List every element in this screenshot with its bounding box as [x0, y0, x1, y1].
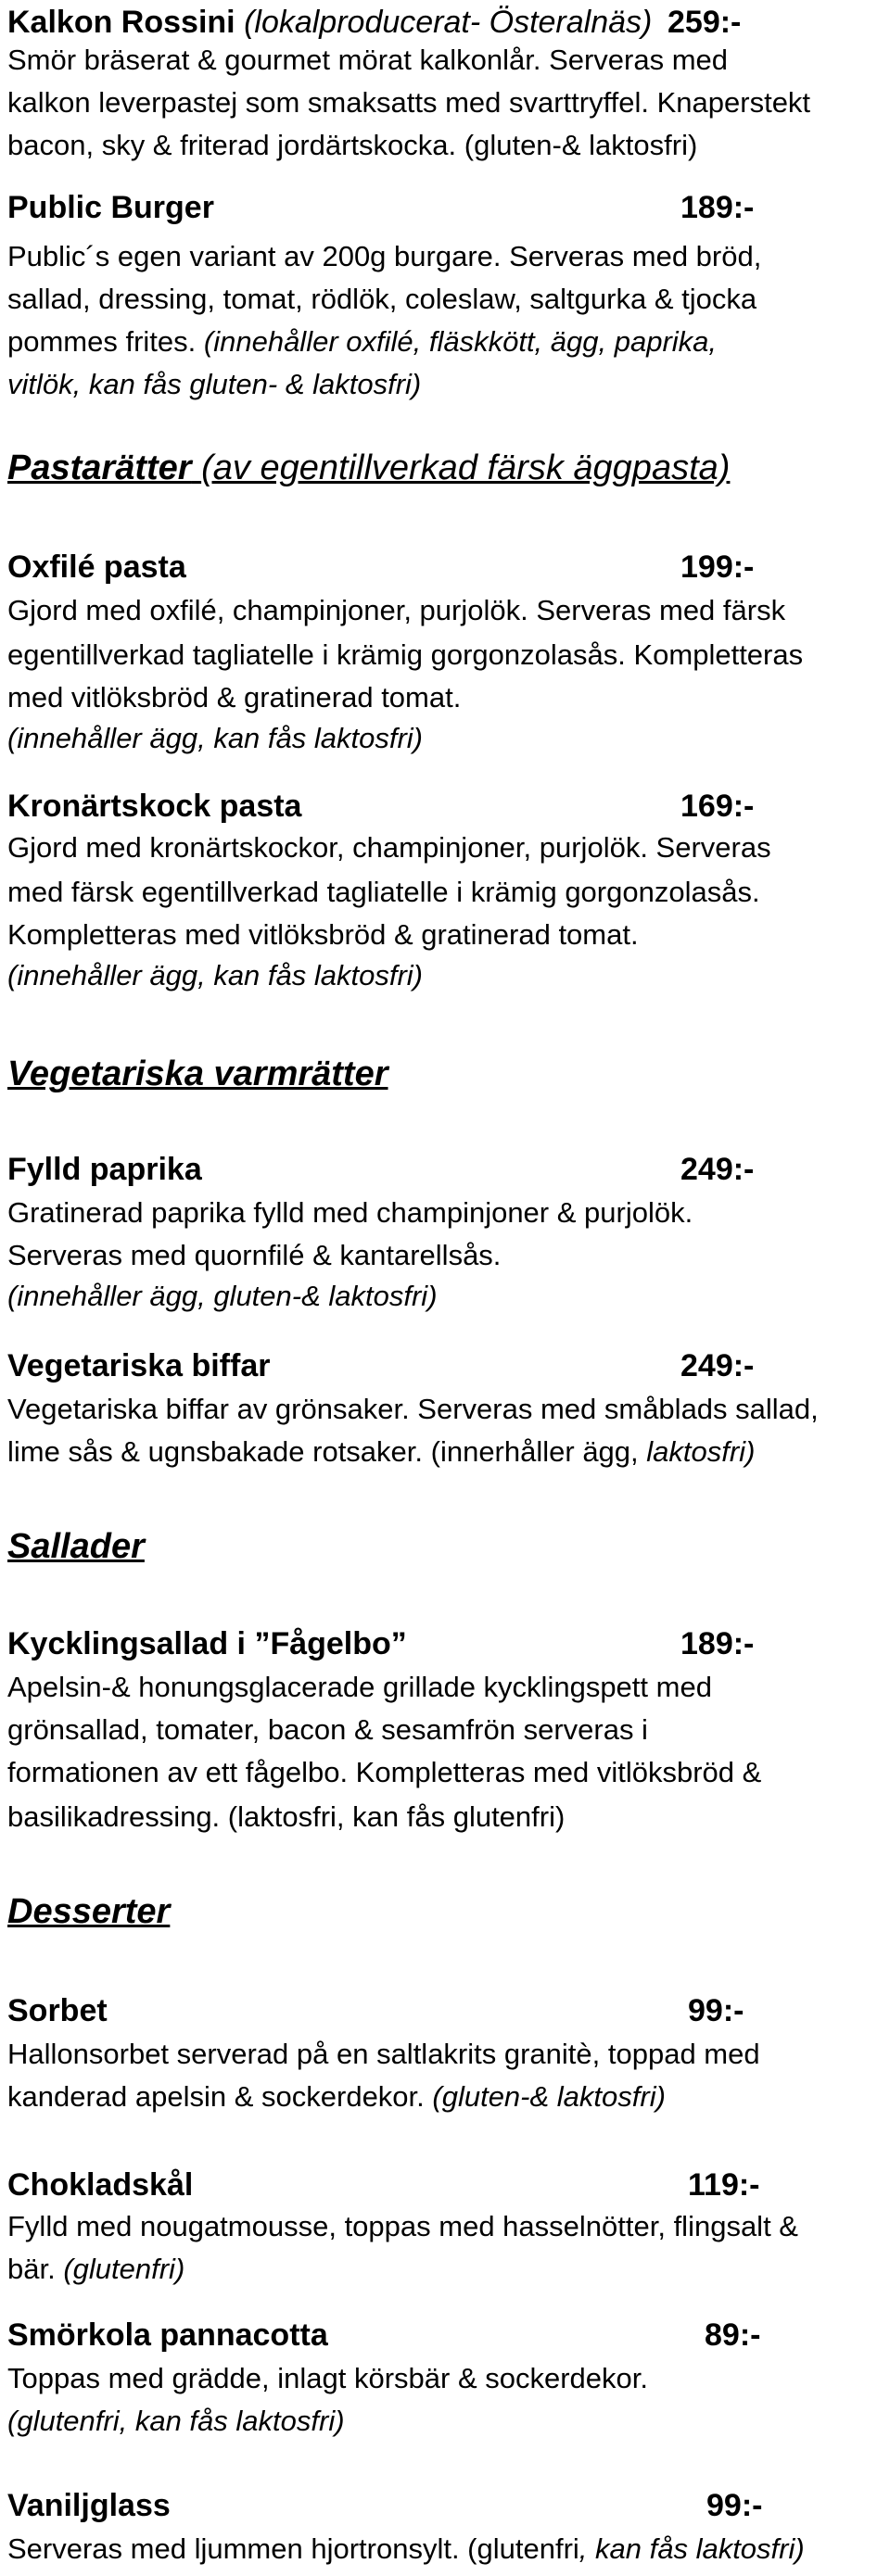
dish-desc-line: Public´s egen variant av 200g burgare. Serveras med bröd, [7, 240, 762, 272]
dish-desc-line: Gratinerad paprika fylld med champinjoner & purjolök. [7, 1196, 693, 1229]
dish-desc-line [7, 2076, 666, 2118]
dish-desc-line: Gjord med oxfilé, champinjoner, purjolök. Serveras med färsk [7, 594, 786, 626]
dish-name-kalkon [7, 0, 652, 44]
dish-price-vanilj: 99:- [706, 2488, 763, 2523]
dish-desc-line: Kompletteras med vitlöksbröd & gratinerad tomat. [7, 918, 639, 951]
dish-desc-line: med vitlöksbröd & gratinerad tomat. [7, 681, 462, 713]
dish-desc-line [7, 321, 717, 363]
dish-name-pannacotta: Smörkola pannacotta [7, 2317, 328, 2353]
dish-name-paprika: Fylld paprika [7, 1152, 202, 1187]
dish-name-choklad: Chokladskål [7, 2167, 194, 2203]
dish-desc-line: Toppas med grädde, inlagt körsbär & sockerdekor. [7, 2362, 648, 2394]
dish-desc-line: Fylld med nougatmousse, toppas med hasselnötter, flingsalt & [7, 2210, 798, 2242]
dish-price-paprika: 249:- [680, 1152, 755, 1187]
dish-desc-line: Vegetariska biffar av grönsaker. Serveras med småblads sallad, [7, 1393, 819, 1425]
dish-desc-line: egentillverkad tagliatelle i krämig gorgonzolasås. Kompletteras [7, 638, 804, 671]
dish-title: Kalkon Rossini [7, 5, 235, 40]
dish-desc-line [7, 1431, 755, 1473]
dish-allergy-line: (innehåller ägg, gluten-& laktosfri) [7, 1280, 438, 1312]
dish-price-choklad: 119:- [688, 2167, 760, 2203]
dish-name-kronartskock: Kronärtskock pasta [7, 789, 302, 824]
section-title-salads: Sallader [7, 1527, 145, 1566]
dish-price-biffar: 249:- [680, 1348, 755, 1383]
dish-price-kalkon: 259:- [668, 5, 742, 40]
dish-price-kyckling: 189:- [680, 1626, 755, 1661]
allergy-text: laktosfri) [646, 1435, 756, 1468]
allergy-text: (innehåller oxfilé, fläskkött, ägg, paprika, [203, 325, 718, 358]
desc-text: lime sås & ugnsbakade rotsaker. (innerhåller ägg, [7, 1435, 647, 1468]
section-title-text: Pastarätter [7, 448, 192, 487]
allergy-text: (gluten-& laktosfri) [432, 2080, 666, 2113]
desc-text: pommes frites. [7, 325, 204, 358]
dish-desc-line: Hallonsorbet serverad på en saltlakrits granitè, toppad med [7, 2038, 760, 2070]
dish-name-kyckling: Kycklingsallad i ”Fågelbo” [7, 1626, 407, 1661]
dish-price-sorbet: 99:- [688, 1993, 744, 2028]
dish-desc-line: kalkon leverpastej som smaksatts med svarttryffel. Knaperstekt [7, 86, 811, 119]
dish-desc-line: bacon, sky & friterad jordärtskocka. (gluten-& laktosfri) [7, 129, 698, 161]
dish-allergy-line: (innehåller ägg, kan fås laktosfri) [7, 722, 424, 754]
section-title-pasta [7, 443, 730, 493]
dish-desc-line: sallad, dressing, tomat, rödlök, coleslaw, saltgurka & tjocka [7, 283, 757, 315]
dish-desc-line: grönsallad, tomater, bacon & sesamfrön serveras i [7, 1713, 648, 1746]
dish-desc-line: Apelsin-& honungsglacerade grillade kycklingspett med [7, 1671, 712, 1703]
dish-desc-line: med färsk egentillverkad tagliatelle i krämig gorgonzolasås. [7, 876, 760, 908]
dish-allergy-line: (innehåller ägg, kan fås laktosfri) [7, 959, 424, 991]
dish-desc-line: Serveras med quornfilé & kantarellsås. [7, 1239, 502, 1271]
dish-desc-line: Smör bräserat & gourmet mörat kalkonlår. Serveras med [7, 44, 729, 76]
desc-text: kanderad apelsin & sockerdekor. [7, 2080, 433, 2113]
dish-desc-line [7, 2248, 184, 2291]
section-title-desserts: Desserter [7, 1892, 171, 1931]
desc-text: Serveras med ljummen hjortronsylt. (glutenfri [7, 2532, 579, 2565]
dish-name-sorbet: Sorbet [7, 1993, 108, 2028]
dish-price-burger: 189:- [680, 190, 755, 225]
dish-allergy-line: vitlök, kan fås gluten- & laktosfri) [7, 368, 422, 400]
dish-desc-line: formationen av ett fågelbo. Kompletteras med vitlöksbröd & [7, 1756, 762, 1788]
dish-desc-line [7, 2528, 805, 2570]
desc-text: bär. [7, 2253, 64, 2285]
dish-desc-line: basilikadressing. (laktosfri, kan fås glutenfri) [7, 1800, 566, 1833]
dish-price-kronartskock: 169:- [680, 789, 755, 824]
allergy-text: , kan fås laktosfri) [578, 2532, 805, 2565]
dish-name-burger: Public Burger [7, 190, 214, 225]
dish-origin-note: (lokalproducerat- Österalnäs) [244, 5, 653, 40]
allergy-text: (glutenfri) [63, 2253, 185, 2285]
section-subtitle: (av egentillverkad färsk äggpasta) [201, 448, 731, 487]
dish-allergy-line: (glutenfri, kan fås laktosfri) [7, 2405, 345, 2437]
dish-price-oxfile: 199:- [680, 549, 755, 585]
dish-name-oxfile: Oxfilé pasta [7, 549, 186, 585]
dish-desc-line: Gjord med kronärtskockor, champinjoner, purjolök. Serveras [7, 831, 771, 864]
dish-name-vanilj: Vaniljglass [7, 2488, 171, 2523]
dish-price-pannacotta: 89:- [705, 2317, 761, 2353]
section-title-vegetarian: Vegetariska varmrätter [7, 1054, 388, 1093]
dish-name-biffar: Vegetariska biffar [7, 1348, 271, 1383]
